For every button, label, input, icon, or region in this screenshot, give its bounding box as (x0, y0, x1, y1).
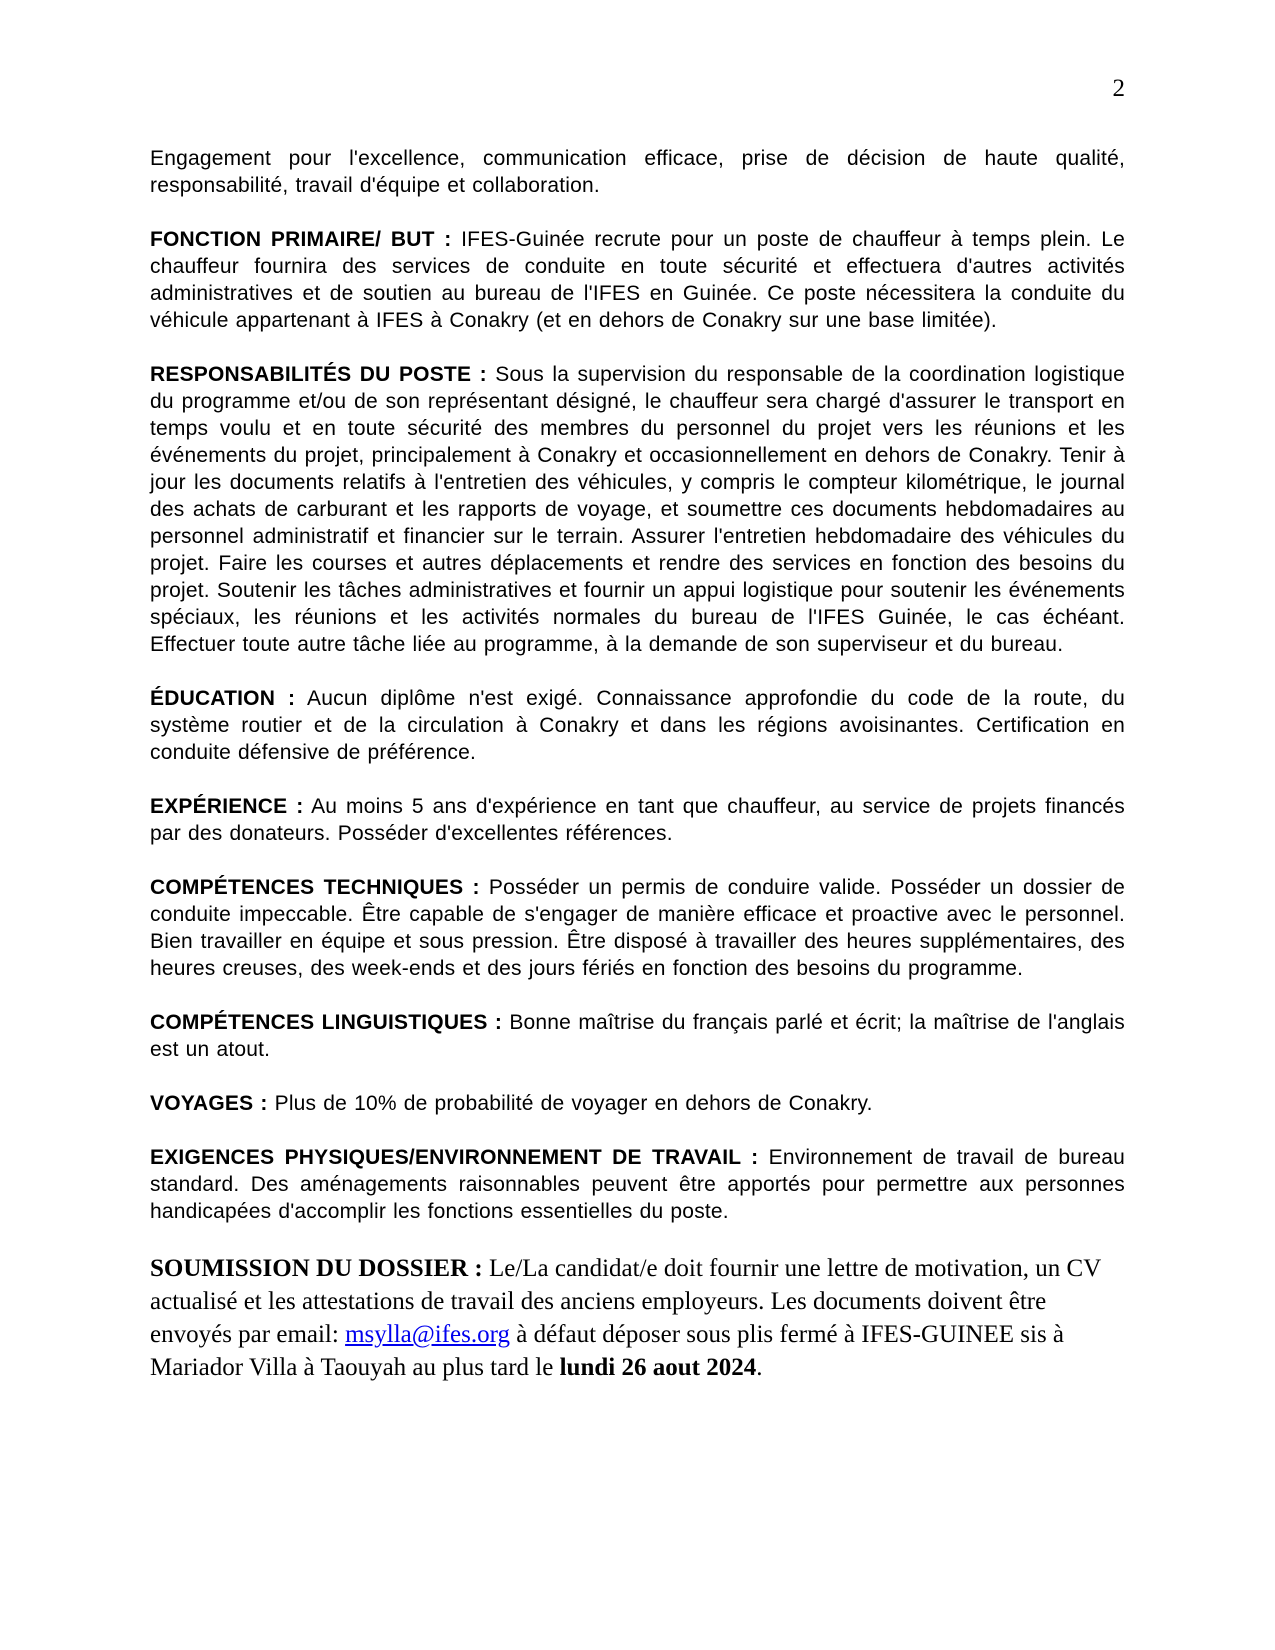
section-body: IFES-Guinée recrute pour un poste de chauffeur à temps plein. Le chauffeur fournira des services de conduite en toute sécurité et effectuera d'autres activités administratives et de soutien au bureau de l'IFES en Guinée. Ce poste nécessitera la conduite du véhicule appartenant à IFES à Conakry (et en dehors de Conakry sur une base limitée). (150, 228, 1125, 332)
section-paragraph (150, 226, 1125, 334)
submission-text-before: Le/La candidat/e doit fournir une lettre de motivation, un CV actualisé et les attestations de travail des anciens employeurs. Les documents doivent être envoyés par email: (150, 1255, 1101, 1348)
section-heading: EXPÉRIENCE : (150, 795, 304, 818)
section-paragraph (150, 1144, 1125, 1225)
document-content (150, 145, 1125, 1384)
section-heading: VOYAGES : (150, 1092, 268, 1115)
section-heading: ÉDUCATION : (150, 687, 296, 710)
submission-closing: . (756, 1354, 763, 1381)
section-body: Environnement de travail de bureau standard. Des aménagements raisonnables peuvent être apportés pour permettre aux personnes handicapées d'accomplir les fonctions essentielles du poste. (150, 1146, 1125, 1223)
section-body: Engagement pour l'excellence, communication efficace, prise de décision de haute qualité, responsabilité, travail d'équipe et collaboration. (150, 147, 1125, 197)
section-body: Posséder un permis de conduire valide. Posséder un dossier de conduite impeccable. Être capable de s'engager de manière efficace et proactive avec le personnel. Bien travailler en équipe et sous pression. Être disposé à travailler des heures supplémentaires, des heures creuses, des week-ends et des jours fériés en fonction des besoins du programme. (150, 876, 1126, 980)
section-paragraph (150, 145, 1125, 199)
section-heading: EXIGENCES PHYSIQUES/ENVIRONNEMENT DE TRAVAIL : (150, 1146, 759, 1169)
submission-paragraph (150, 1252, 1125, 1384)
section-heading: FONCTION PRIMAIRE/ BUT : (150, 228, 452, 251)
section-paragraph (150, 874, 1125, 982)
submission-deadline: lundi 26 aout 2024 (559, 1354, 757, 1381)
section-heading: COMPÉTENCES TECHNIQUES : (150, 876, 480, 899)
section-heading: COMPÉTENCES LINGUISTIQUES : (150, 1011, 503, 1034)
sections (150, 145, 1125, 1225)
section-body: Au moins 5 ans d'expérience en tant que chauffeur, au service de projets financés par des donateurs. Posséder d'excellentes références. (150, 795, 1125, 845)
section-paragraph (150, 1090, 1125, 1117)
section-body: Sous la supervision du responsable de la coordination logistique du programme et/ou de son représentant désigné, le chauffeur sera chargé d'assurer le transport en temps voulu et en toute sécurité des membres du personnel du projet vers les réunions et les événements du projet, principalement à Conakry et occasionnellement en dehors de Conakry. Tenir à jour les documents relatifs à l'entretien des véhicules, y compris le compteur kilométrique, le journal des achats de carburant et les rapports de voyage, et soumettre ces documents hebdomadaires au personnel administratif et financier sur le terrain. Assurer l'entretien hebdomadaire des véhicules du projet. Faire les courses et autres déplacements et rendre des services en fonction des besoins du projet. Soutenir les tâches administratives et fournir un appui logistique pour soutenir les événements spéciaux, les réunions et les activités normales du bureau de l'IFES Guinée, le cas échéant. Effectuer toute autre tâche liée au programme, à la demande de son superviseur et du bureau. (150, 363, 1125, 656)
email-link[interactable]: msylla@ifes.org (345, 1321, 510, 1348)
section-paragraph (150, 793, 1125, 847)
submission-heading: SOUMISSION DU DOSSIER : (150, 1255, 483, 1282)
page-number: 2 (1112, 75, 1125, 102)
section-paragraph (150, 1009, 1125, 1063)
section-body: Plus de 10% de probabilité de voyager en dehors de Conakry. (274, 1092, 873, 1115)
section-heading: RESPONSABILITÉS DU POSTE : (150, 363, 487, 386)
section-paragraph (150, 685, 1125, 766)
section-body: Bonne maîtrise du français parlé et écrit; la maîtrise de l'anglais est un atout. (150, 1011, 1125, 1061)
section-paragraph (150, 361, 1125, 658)
submission-text-after: à défaut déposer sous plis fermé à IFES-GUINEE sis à Mariador Villa à Taouyah au plus tard le (150, 1321, 1065, 1381)
section-body: Aucun diplôme n'est exigé. Connaissance approfondie du code de la route, du système routier et de la circulation à Conakry et dans les régions avoisinantes. Certification en conduite défensive de préférence. (150, 687, 1125, 764)
